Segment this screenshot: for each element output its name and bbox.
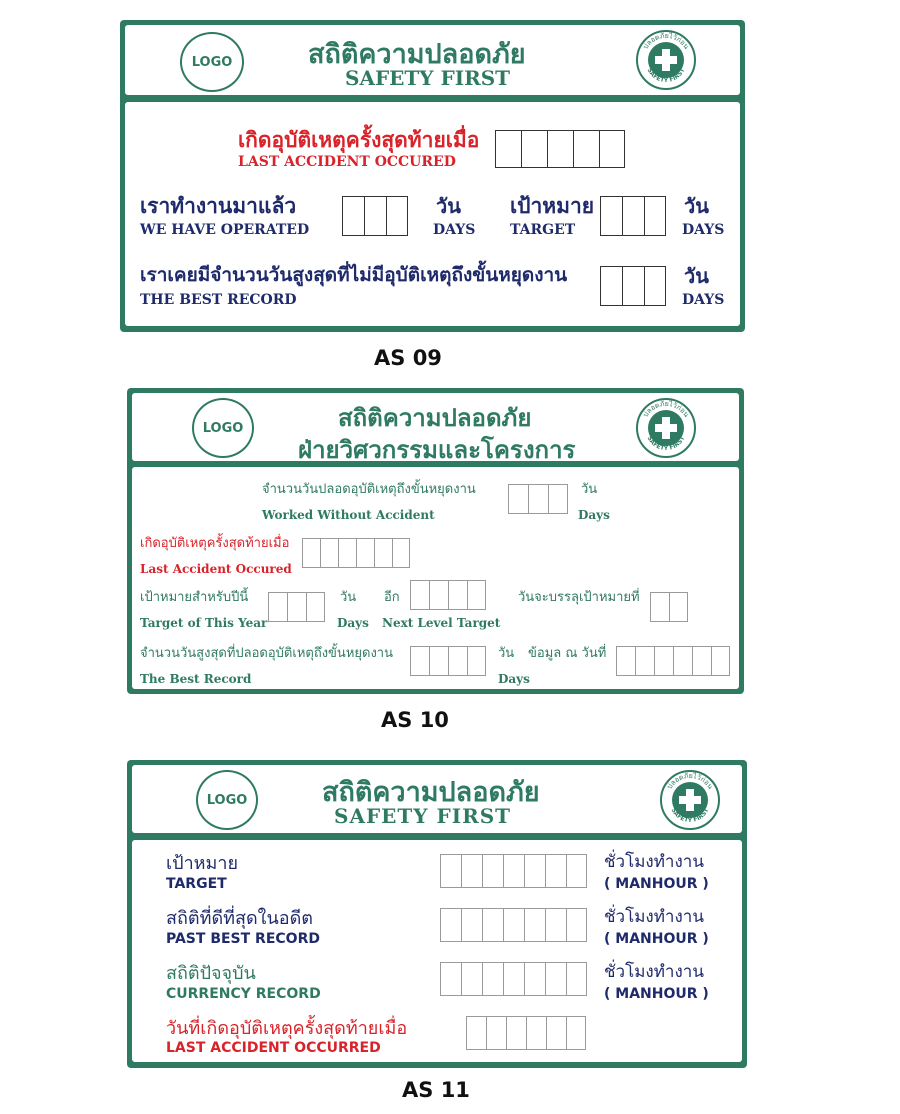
as11-title-en: SAFETY FIRST: [334, 804, 512, 828]
as11-last-th: วันที่เกิดอุบัติเหตุครั้งสุดท้ายเมื่อ: [166, 1018, 408, 1039]
as09-day-th-1: วัน: [436, 194, 461, 218]
as10-best-en: The Best Record: [140, 672, 252, 686]
as10-data-as-of-th: ข้อมูล ณ วันที่: [528, 646, 607, 661]
svg-text:ปลอดภัยไว้ก่อน: ปลอดภัยไว้ก่อน: [665, 771, 715, 791]
as10-next-boxes: [410, 580, 486, 610]
as10-target-th: เป้าหมายสำหรับปีนี้: [140, 590, 249, 605]
as11-manhour-th-3: ชั่วโมงทำงาน: [604, 962, 704, 982]
as09-operated-th: เราทำงานมาแล้ว: [140, 193, 297, 218]
as09-last-accident-th: เกิดอุบัติเหตุครั้งสุดท้ายเมื่อ: [238, 127, 480, 152]
svg-text:SAFETY FIRST: SAFETY FIRST: [669, 807, 711, 825]
as10-reach-boxes: [650, 592, 688, 622]
as11-manhour-th-2: ชั่วโมงทำงาน: [604, 907, 704, 927]
as10-logo: LOGO: [192, 398, 254, 458]
as11-manhour-th-1: ชั่วโมงทำงาน: [604, 852, 704, 872]
as10-last-th: เกิดอุบัติเหตุครั้งสุดท้ายเมื่อ: [140, 536, 290, 551]
as09-last-accident-boxes: [495, 130, 625, 168]
as11-title-th: สถิติความปลอดภัย: [322, 777, 540, 808]
svg-text:ปลอดภัยไว้ก่อน: ปลอดภัยไว้ก่อน: [641, 399, 691, 419]
as10-day-th-1: วัน: [581, 482, 598, 497]
as09-safety-seal-icon: [636, 30, 696, 90]
as10-next-th: อีก: [384, 590, 400, 605]
as09-target-th: เป้าหมาย: [510, 193, 595, 218]
as11-current-th: สถิติปัจจุบัน: [166, 963, 256, 984]
as09-last-accident-en: LAST ACCIDENT OCCURED: [238, 154, 456, 170]
as09-title-th: สถิติความปลอดภัย: [308, 39, 526, 70]
as11-past-boxes: [440, 908, 587, 942]
as09-target-en: TARGET: [510, 222, 576, 238]
as11-last-en: LAST ACCIDENT OCCURRED: [166, 1040, 381, 1056]
as10-next-en: Next Level Target: [382, 616, 501, 630]
svg-text:ปลอดภัยไว้ก่อน: ปลอดภัยไว้ก่อน: [641, 31, 691, 51]
as10-days-en-1: Days: [578, 508, 610, 522]
as10-title-th: สถิติความปลอดภัย: [338, 403, 532, 432]
as11-past-th: สถิติที่ดีที่สุดในอดีต: [166, 908, 313, 929]
as11-manhour-en-2: ( MANHOUR ): [604, 931, 709, 947]
as11-target-boxes: [440, 854, 587, 888]
as10-day-th-3: วัน: [498, 646, 515, 661]
as10-subtitle-th: ฝ่ายวิศวกรรมและโครงการ: [298, 435, 576, 464]
as09-day-th-2: วัน: [684, 194, 709, 218]
as09-days-en-1: DAYS: [433, 222, 476, 238]
as10-day-th-2: วัน: [340, 590, 357, 605]
as11-manhour-en-3: ( MANHOUR ): [604, 986, 709, 1002]
as10-best-th: จำนวนวันสูงสุดที่ปลอดอุบัติเหตุถึงขั้นหยุดงาน: [140, 646, 393, 661]
as10-reach-th: วันจะบรรลุเป้าหมายที่: [518, 590, 640, 605]
as10-target-en: Target of This Year: [140, 616, 268, 630]
as10-target-boxes: [268, 592, 325, 622]
as10-date-boxes: [616, 646, 730, 676]
as10-worked-th: จำนวนวันปลอดอุบัติเหตุถึงขั้นหยุดงาน: [262, 482, 476, 497]
as09-days-en-2: DAYS: [682, 222, 725, 238]
as11-target-th: เป้าหมาย: [166, 853, 239, 874]
as10-days-en-2: Days: [337, 616, 369, 630]
as11-caption: AS 11: [402, 1078, 470, 1102]
as11-logo: LOGO: [196, 770, 258, 830]
as10-best-boxes: [410, 646, 486, 676]
as10-caption: AS 10: [381, 708, 449, 732]
as09-logo: LOGO: [180, 32, 244, 92]
as11-target-en: TARGET: [166, 876, 227, 892]
svg-text:SAFETY FIRST: SAFETY FIRST: [645, 67, 687, 85]
as10-last-boxes: [302, 538, 410, 568]
as09-title-en: SAFETY FIRST: [345, 66, 511, 90]
as11-manhour-en-1: ( MANHOUR ): [604, 876, 709, 892]
as09-days-en-3: DAYS: [682, 292, 725, 308]
as11-current-en: CURRENCY RECORD: [166, 986, 321, 1002]
as09-best-th: เราเคยมีจำนวนวันสูงสุดที่ไม่มีอุบัติเหตุถึงขั้นหยุดงาน: [140, 264, 568, 286]
as09-caption: AS 09: [374, 346, 442, 370]
as09-best-boxes: [600, 266, 666, 306]
as11-last-boxes: [466, 1016, 586, 1050]
as09-day-th-3: วัน: [684, 264, 709, 288]
as09-target-boxes: [600, 196, 666, 236]
as11-safety-seal-icon: [660, 770, 720, 830]
as10-worked-en: Worked Without Accident: [262, 508, 435, 522]
as10-days-en-3: Days: [498, 672, 530, 686]
as11-current-boxes: [440, 962, 587, 996]
as09-best-en: THE BEST RECORD: [140, 292, 297, 308]
as09-operated-en: WE HAVE OPERATED: [140, 222, 310, 238]
as11-past-en: PAST BEST RECORD: [166, 931, 320, 947]
as10-safety-seal-icon: [636, 398, 696, 458]
svg-text:SAFETY FIRST: SAFETY FIRST: [645, 435, 687, 453]
as09-operated-boxes: [342, 196, 408, 236]
as10-worked-boxes: [508, 484, 568, 514]
as10-last-en: Last Accident Occured: [140, 562, 292, 576]
